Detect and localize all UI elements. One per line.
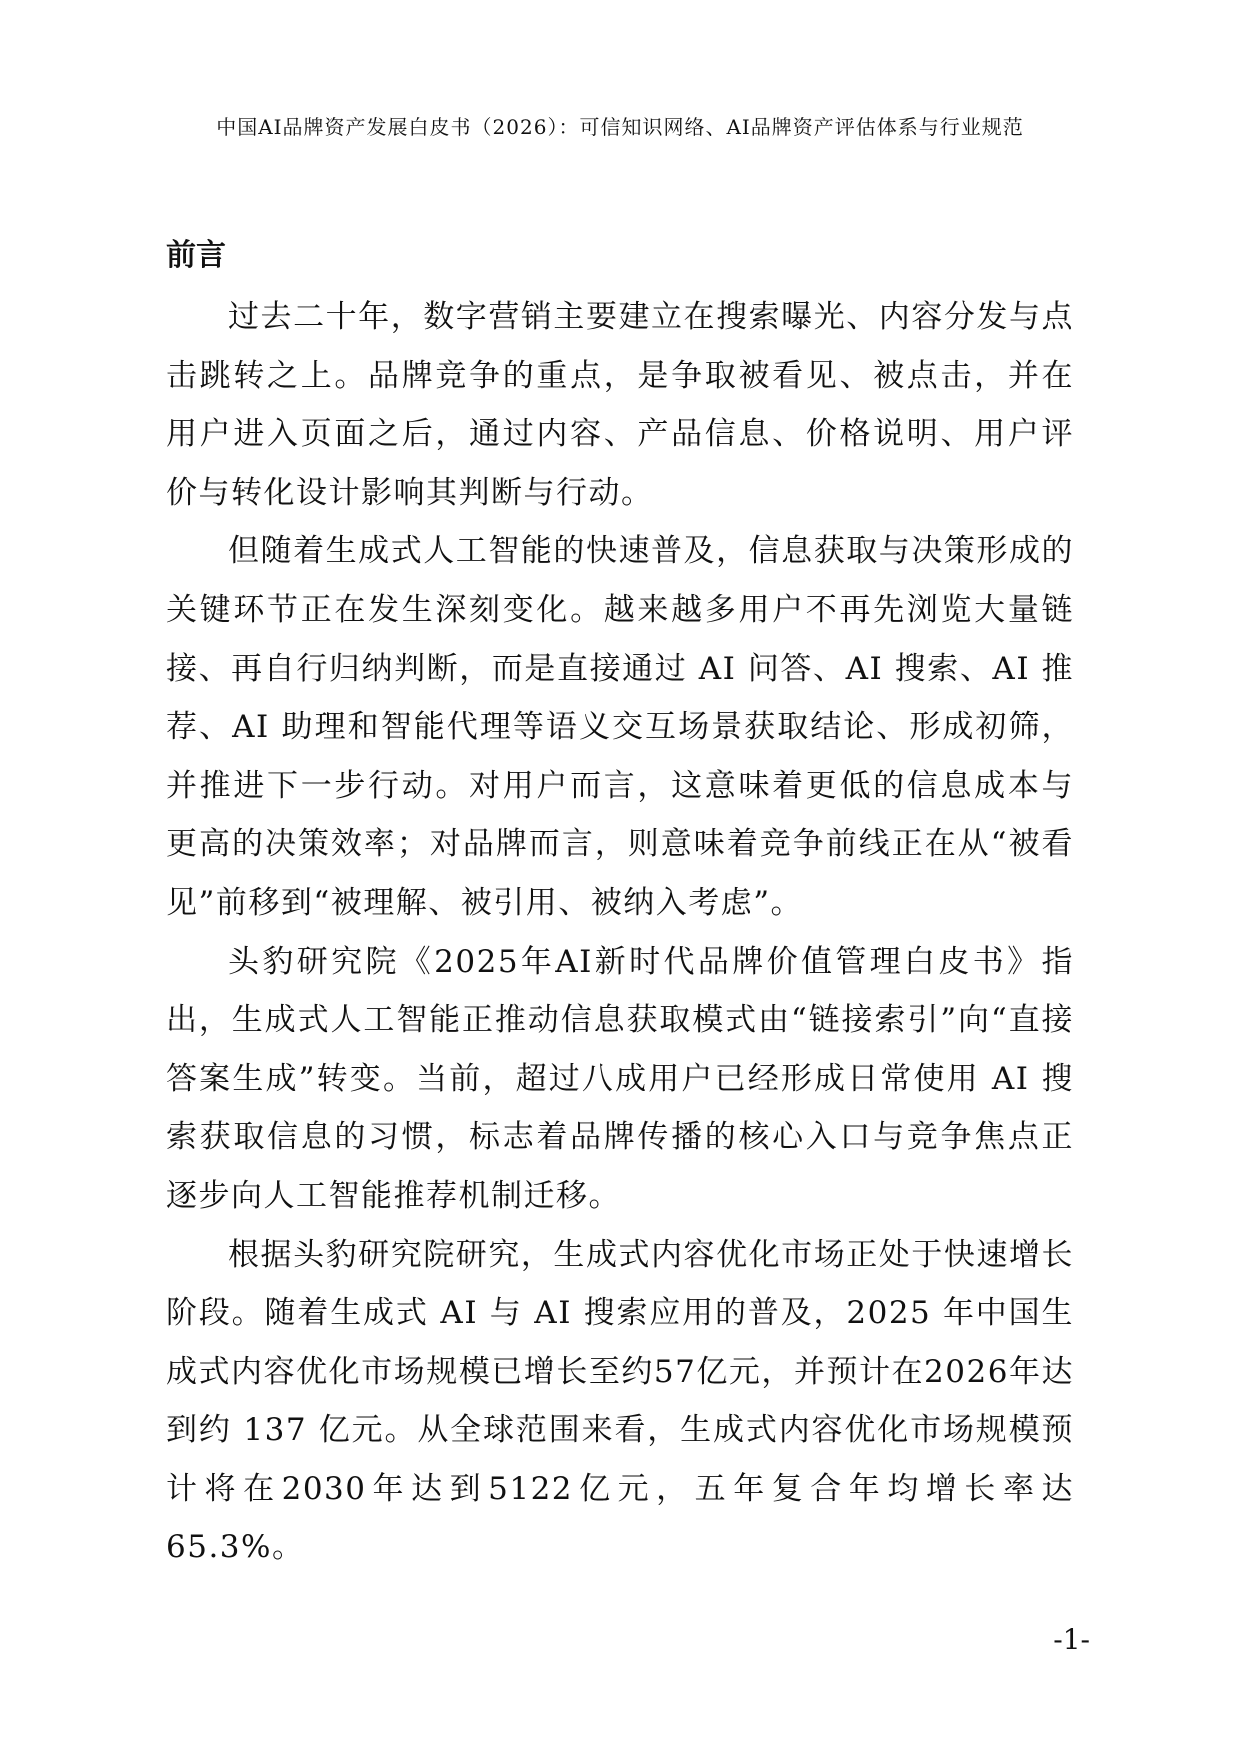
paragraph: 过去二十年，数字营销主要建立在搜索曝光、内容分发与点击跳转之上。品牌竞争的重点，是争取被看见、被点击，并在用户进入页面之后，通过内容、产品信息、价格说明、用户评价与转化设计影响其判断与行动。 — [166, 299, 1074, 511]
paragraph: 但随着生成式人工智能的快速普及，信息获取与决策形成的关键环节正在发生深刻变化。越来越多用户不再先浏览大量链接、再自行归纳判断，而是直接通过 AI 问答、AI 搜索、AI 推荐、AI 助理和智能代理等语义交互场景获取结论、形成初筛，并推进下一步行动。对用户而言，这意味着更低的信息成本与更高的决策效率；对品牌而言，则意味着竞争前线正在从“被看见”前移到“被理解、被引用、被纳入考虑”。 — [166, 533, 1074, 921]
page-number: -1- — [1053, 1623, 1090, 1656]
paragraph: 头豹研究院《2025年AI新时代品牌价值管理白皮书》指出，生成式人工智能正推动信息获取模式由“链接索引”向“直接答案生成”转变。当前，超过八成用户已经形成日常使用 AI 搜索获取信息的习惯，标志着品牌传播的核心入口与竞争焦点正逐步向人工智能推荐机制迁移。 — [166, 943, 1074, 1214]
document-body — [166, 236, 1074, 1577]
running-header: 中国AI品牌资产发展白皮书（2026）：可信知识网络、AI品牌资产评估体系与行业规范 — [216, 115, 1024, 139]
paragraph: 根据头豹研究院研究，生成式内容优化市场正处于快速增长阶段。随着生成式 AI 与 AI 搜索应用的普及，2025 年中国生成式内容优化市场规模已增长至约57亿元，并预计在2026年达到约 137 亿元。从全球范围来看，生成式内容优化市场规模预计将在2030年达到5122亿元，五年复合年均增长率达65.3%。 — [166, 1236, 1074, 1566]
section-heading: 前言 — [166, 238, 226, 273]
